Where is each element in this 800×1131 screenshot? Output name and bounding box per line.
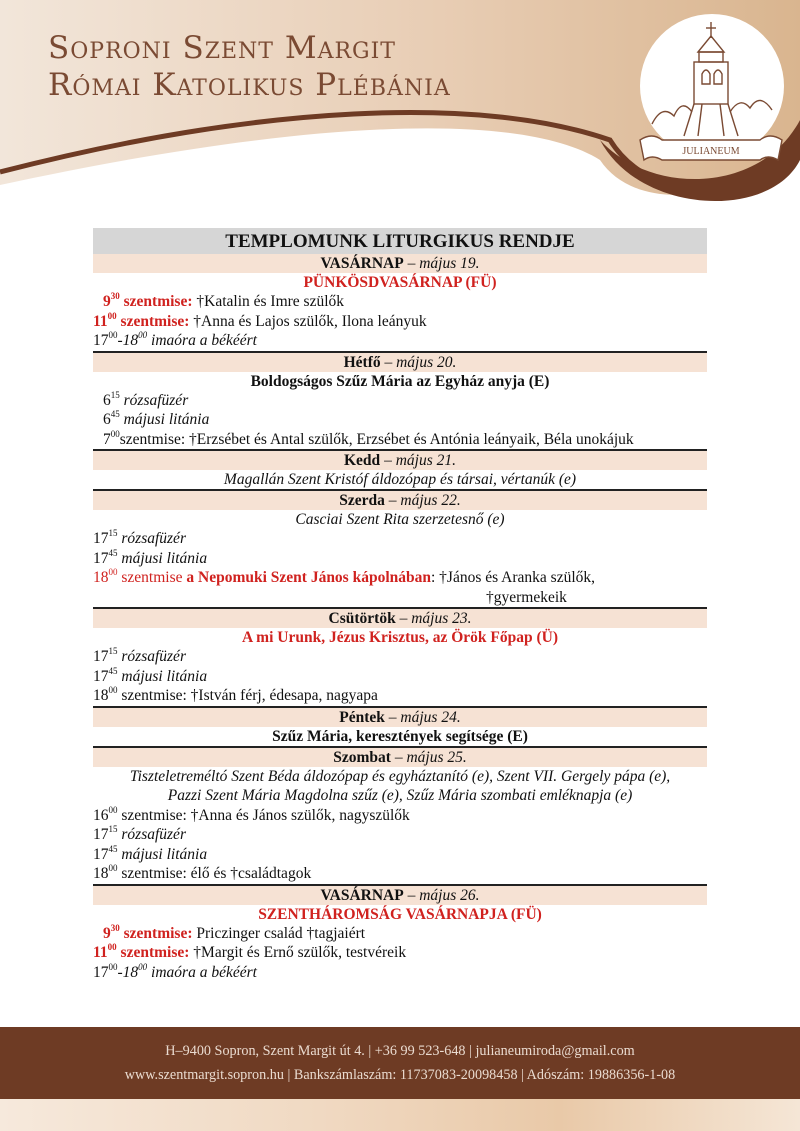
time-minute: 00 (107, 310, 117, 321)
time-end-minute: 00 (138, 961, 148, 972)
parish-name-line2: Római Katolikus Plébánia (48, 67, 451, 103)
time-hour: 18 (93, 687, 109, 704)
footer-bank-line: www.szentmargit.sopron.hu | Bankszámlaszám: 11737083-20098458 | Adószám: 19886356-1-08 (124, 1067, 676, 1083)
schedule-line (93, 864, 707, 884)
time-hour: 7 (103, 430, 111, 448)
time-hour: 17 (93, 826, 109, 843)
schedule-line (93, 845, 707, 865)
time-minute: 00 (108, 567, 118, 577)
time-minute: 45 (108, 547, 118, 558)
time-hour: 9 (103, 293, 111, 310)
intention-text: szentmise: †István férj, édesapa, nagyapa (117, 687, 378, 704)
intention-text: szentmise: †Anna és János szülők, nagyszülők (117, 806, 410, 824)
prayer-text: imaóra a békéért (147, 332, 257, 349)
mass-label: szentmise: (119, 293, 193, 310)
time-minute: 45 (108, 665, 118, 676)
intention-text: Priczinger család †tagjaiért (192, 924, 366, 942)
day-header-saturday-25 (93, 746, 707, 767)
liturgical-schedule (93, 228, 707, 982)
parish-name-line1: Soproni Szent Margit (48, 30, 396, 66)
day-header-sunday-26 (93, 884, 707, 905)
day-header-monday-20 (93, 351, 707, 372)
activity-text: rózsafüzér (117, 530, 186, 547)
time-minute: 15 (108, 528, 118, 538)
intention-text: szentmise: †Erzsébet és Antal szülők, Erzsébet és Antónia leányaik, Béla unokájuk (119, 430, 634, 448)
feast-title: Magallán Szent Kristóf áldozópap és társai, vértanúk (e) (223, 471, 577, 488)
time-minute: 45 (108, 843, 118, 854)
footer-decorative-band (0, 1099, 800, 1131)
time-minute: 00 (108, 804, 118, 815)
day-name: Kedd (344, 452, 381, 469)
time-end-hour: -18 (117, 332, 139, 349)
schedule-line (93, 686, 707, 706)
day-name: Csütörtök (328, 610, 396, 627)
activity-text: rózsafüzér (117, 826, 186, 843)
day-name: VASÁRNAP (320, 886, 404, 904)
time-hour: 16 (93, 806, 109, 824)
activity-text: májusi litánia (117, 845, 208, 863)
time-hour: 18 (93, 569, 109, 586)
day-date: – május 26. (403, 886, 480, 904)
mass-label: szentmise: (116, 312, 190, 330)
page-title: TEMPLOMUNK LITURGIKUS RENDJE (93, 228, 707, 254)
mass-label: szentmise: (119, 924, 193, 942)
time-end-hour: -18 (117, 963, 139, 981)
day-date: – május 25. (390, 748, 467, 766)
schedule-line (93, 430, 707, 450)
time-minute: 15 (108, 646, 118, 656)
mass-label: szentmise (117, 569, 187, 586)
schedule-line (93, 943, 707, 963)
day-header-wednesday-22 (93, 489, 707, 510)
mass-location: a Nepomuki Szent János kápolnában (186, 569, 431, 586)
schedule-line (93, 647, 707, 667)
time-hour: 6 (103, 391, 111, 409)
feast-title: Boldogságos Szűz Mária az Egyház anyja (E) (250, 372, 550, 390)
time-minute: 30 (110, 922, 120, 933)
schedule-line (93, 549, 707, 569)
feast-title: Casciai Szent Rita szerzetesnő (e) (295, 511, 505, 528)
activity-text: májusi litánia (117, 549, 208, 567)
time-minute: 00 (108, 330, 118, 340)
time-hour: 11 (93, 312, 108, 330)
day-name: Péntek (339, 708, 385, 726)
day-header-sunday-19 (93, 254, 707, 273)
day-name: Szerda (339, 492, 385, 509)
schedule-line (93, 410, 707, 430)
schedule-line (93, 924, 707, 944)
day-date: – május 22. (384, 492, 461, 509)
schedule-line (93, 292, 707, 312)
schedule-line (93, 963, 707, 983)
time-hour: 9 (103, 924, 111, 942)
parish-name (48, 30, 451, 104)
time-minute: 15 (108, 824, 118, 834)
feast-title-line: Tiszteletreméltó Szent Béda áldozópap és egyháztanító (e), Szent VII. Gergely pápa (e), (129, 767, 671, 785)
time-hour: 18 (93, 865, 109, 882)
schedule-line (93, 331, 707, 351)
feast-title: SZENTHÁROMSÁG VASÁRNAPJA (FÜ) (258, 905, 542, 923)
schedule-line (93, 529, 707, 549)
intention-text: †Katalin és Imre szülők (192, 293, 345, 310)
time-hour: 17 (93, 549, 109, 567)
time-minute: 15 (110, 389, 120, 400)
time-minute: 00 (107, 942, 117, 952)
time-hour: 17 (93, 530, 109, 547)
time-hour: 17 (93, 963, 109, 981)
activity-text: májusi litánia (117, 667, 208, 685)
schedule-line (93, 391, 707, 411)
intention-text: †Margit és Ernő szülők, testvéreik (189, 944, 407, 961)
time-hour: 17 (93, 667, 109, 685)
day-name: Hétfő (343, 353, 381, 371)
activity-text: rózsafüzér (119, 391, 189, 409)
day-date: – május 24. (384, 708, 461, 726)
activity-text: rózsafüzér (117, 648, 186, 665)
feast-title: A mi Urunk, Jézus Krisztus, az Örök Főpap (Ü) (241, 629, 559, 646)
time-hour: 6 (103, 411, 111, 428)
time-minute: 00 (108, 961, 118, 972)
schedule-line (93, 667, 707, 687)
time-minute: 00 (108, 863, 118, 873)
day-header-friday-24 (93, 706, 707, 727)
time-minute: 00 (110, 428, 120, 439)
feast-title: Szűz Mária, keresztények segítsége (E) (272, 727, 528, 745)
time-hour: 11 (93, 944, 108, 961)
time-minute: 30 (110, 291, 120, 301)
time-hour: 17 (93, 648, 109, 665)
time-minute: 45 (110, 409, 120, 419)
day-name: Szombat (333, 748, 391, 766)
day-header-tuesday-21 (93, 449, 707, 470)
time-end-minute: 00 (138, 330, 148, 340)
intention-text: : †János és Aranka szülők, (431, 569, 596, 586)
day-date: – május 21. (380, 452, 456, 469)
activity-text: májusi litánia (119, 411, 210, 428)
logo-text: JULIANEUM (682, 146, 740, 157)
day-date: – május 19. (403, 255, 480, 272)
time-hour: 17 (93, 332, 109, 349)
feast-title: PÜNKÖSDVASÁRNAP (FÜ) (303, 274, 497, 291)
mass-label: szentmise: (116, 944, 190, 961)
day-date: – május 20. (380, 353, 457, 371)
schedule-line (93, 825, 707, 845)
day-date: – május 23. (395, 610, 472, 627)
intention-text: szentmise: élő és †családtagok (117, 865, 312, 882)
intention-text: †Anna és Lajos szülők, Ilona leányuk (189, 312, 427, 330)
footer-contact (0, 1027, 800, 1099)
schedule-line (93, 806, 707, 826)
schedule-line (93, 568, 707, 588)
day-name: VASÁRNAP (320, 255, 404, 272)
schedule-line-continuation: †gyermekeik (486, 588, 567, 606)
day-header-thursday-23 (93, 607, 707, 628)
schedule-line (93, 312, 707, 332)
prayer-text: imaóra a békéért (147, 963, 257, 981)
feast-title-line: Pazzi Szent Mária Magdolna szűz (e), Szűz Mária szombati emléknapja (e) (167, 787, 633, 804)
time-hour: 17 (93, 845, 109, 863)
time-minute: 00 (108, 685, 118, 695)
footer-address-line: H–9400 Sopron, Szent Margit út 4. | +36 99 523-648 | julianeumiroda@gmail.com (165, 1043, 635, 1059)
julianeum-logo (632, 14, 790, 174)
